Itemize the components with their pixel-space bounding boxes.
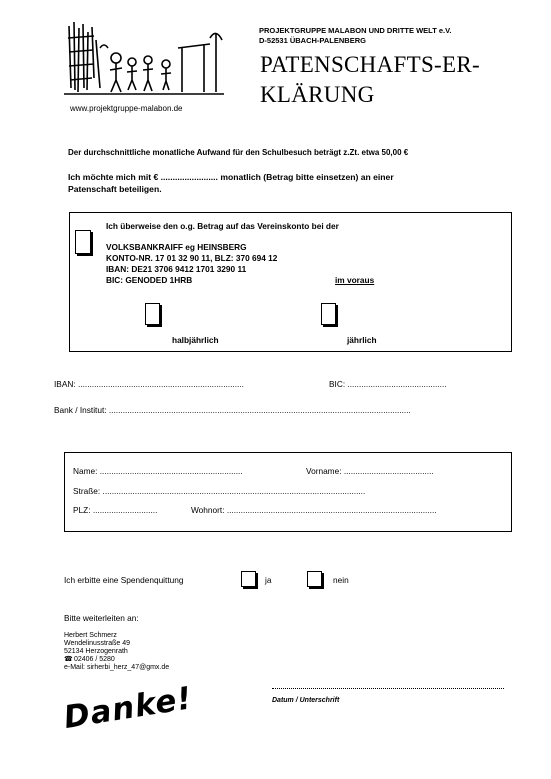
organization-name: PROJEKTGRUPPE MALABON UND DRITTE WELT e.V. [259,26,452,35]
contact-block [64,632,169,672]
yearly-label: jährlich [347,335,377,345]
page-title-line2: KLÄRUNG [260,82,375,107]
telephone-icon: ☎ [64,656,73,663]
bank-account: KONTO-NR. 17 01 32 90 11, BLZ: 370 694 12 [106,253,278,263]
zip-field[interactable]: PLZ: ............................ [73,505,158,515]
iban-field[interactable]: IBAN: ........................................................................ [54,379,244,389]
receipt-yes-checkbox[interactable] [241,571,256,587]
bic-field[interactable]: BIC: ........................................... [329,379,447,389]
pledge-line-1[interactable]: Ich möchte mich mit € ........................ monatlich (Betrag bitte einsetzen) an einer [68,172,394,182]
receipt-no-label: nein [333,575,349,585]
signature-label: Datum / Unterschrift [272,697,340,704]
pledge-line-2: Patenschaft beteiligen. [68,184,162,194]
receipt-no-checkbox[interactable] [307,571,322,587]
contact-name: Herbert Schmerz [64,632,117,639]
receipt-question: Ich erbitte eine Spendenquittung [64,575,184,585]
street-field[interactable]: Straße: .................................................................................................................. [73,486,366,496]
bank-bic: BIC: GENODED 1HRB [106,275,193,285]
yearly-checkbox[interactable] [321,303,336,325]
half-yearly-label: halbjährlich [172,335,219,345]
bank-institute-field[interactable]: Bank / Institut: ................................................................................................................................... [54,405,411,415]
half-yearly-checkbox[interactable] [145,303,160,325]
organization-logo [64,18,229,106]
bank-iban: IBAN: DE21 3706 9412 1701 3290 11 [106,264,247,274]
first-name-field[interactable]: Vorname: ....................................... [306,466,434,476]
contact-phone: 02406 / 5280 [73,656,115,663]
bank-name: VOLKSBANKRAIFF eg HEINSBERG [106,242,247,252]
page-title-line1: PATENSCHAFTS-ER- [260,52,480,77]
organization-address: D-52531 ÜBACH-PALENBERG [259,36,366,45]
name-field[interactable]: Name: .............................................................. [73,466,243,476]
bank-transfer-checkbox[interactable] [75,230,91,254]
thanks-text: Danke! [61,680,195,736]
contact-email[interactable]: e-Mail: sirherbi_herz_47@gmx.de [64,664,170,671]
in-advance-label: im voraus [335,275,375,285]
contact-city: 52134 Herzogenrath [64,648,128,655]
contact-phone-row [64,656,169,664]
signature-line[interactable] [272,688,504,689]
receipt-yes-label: ja [265,575,272,585]
contact-street: Wendelinusstraße 49 [64,640,131,647]
cost-info: Der durchschnittliche monatliche Aufwand für den Schulbesuch beträgt z.Zt. etwa 50,00 € [68,148,409,157]
transfer-instruction: Ich überweise den o.g. Betrag auf das Vereinskonto bei der [106,221,339,231]
pledge-statement [68,171,518,195]
website-link[interactable]: www.projektgruppe-malabon.de [70,104,183,113]
city-field[interactable]: Wohnort: ........................................................................................... [191,505,437,515]
forward-label: Bitte weiterleiten an: [64,613,139,623]
